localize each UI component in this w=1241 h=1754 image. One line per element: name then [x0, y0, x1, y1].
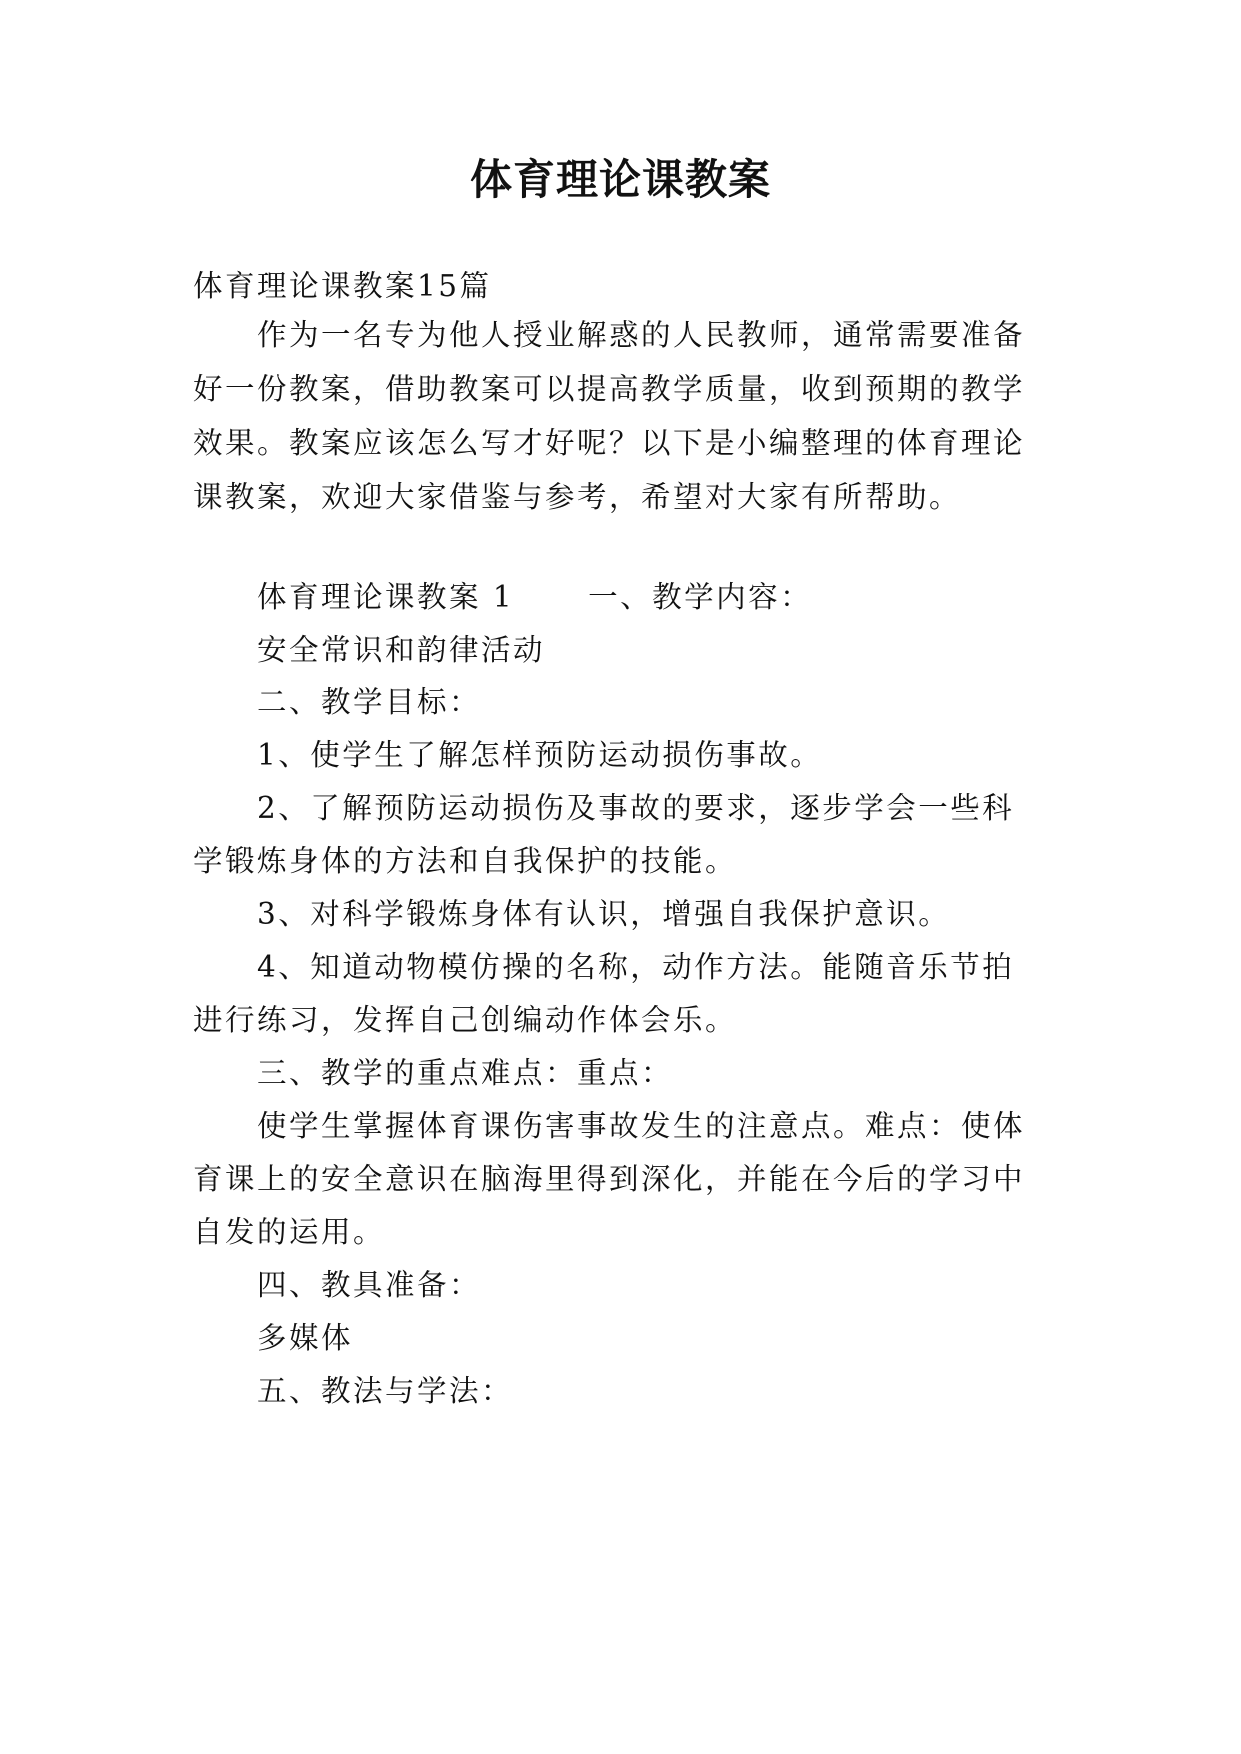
- goal-item-4-line-2: 进行练习，发挥自己创编动作体会乐。: [193, 1003, 738, 1037]
- goal-item-1: 1、使学生了解怎样预防运动损伤事故。: [257, 738, 823, 772]
- key-points-line-3: 自发的运用。: [193, 1215, 386, 1249]
- goal-item-3: 3、对科学锻炼身体有认识，增强自我保护意识。: [257, 897, 951, 931]
- key-points-line-2: 育课上的安全意识在脑海里得到深化，并能在今后的学习中: [193, 1162, 1026, 1196]
- teaching-goal-heading: 二、教学目标：: [257, 685, 482, 719]
- key-points-line-1: 使学生掌握体育课伤害事故发生的注意点。难点：使体: [257, 1109, 1026, 1143]
- teaching-tools-heading: 四、教具准备：: [257, 1268, 482, 1302]
- goal-item-2-line-1: 2、了解预防运动损伤及事故的要求，逐步学会一些科: [257, 791, 1015, 825]
- teaching-tools-text: 多媒体: [257, 1321, 354, 1355]
- section-1-heading: 体育理论课教案 1: [257, 580, 515, 614]
- intro-line-1: 作为一名专为他人授业解惑的人民教师，通常需要准备: [257, 318, 1026, 352]
- intro-line-3: 效果。教案应该怎么写才好呢？以下是小编整理的体育理论: [193, 426, 1026, 460]
- section-1-row: [257, 577, 812, 617]
- document-title: 体育理论课教案: [469, 155, 771, 204]
- teaching-content-text: 安全常识和韵律活动: [257, 633, 546, 667]
- teaching-method-heading: 五、教法与学法：: [257, 1374, 514, 1408]
- goal-item-2-line-2: 学锻炼身体的方法和自我保护的技能。: [193, 844, 738, 878]
- goal-item-4-line-1: 4、知道动物模仿操的名称，动作方法。能随音乐节拍: [257, 950, 1015, 984]
- intro-line-4: 课教案，欢迎大家借鉴与参考，希望对大家有所帮助。: [193, 480, 962, 514]
- intro-line-2: 好一份教案，借助教案可以提高教学质量，收到预期的教学: [193, 372, 1026, 406]
- key-points-heading: 三、教学的重点难点：重点：: [257, 1056, 674, 1090]
- document-subtitle: 体育理论课教案15篇: [193, 269, 492, 303]
- teaching-content-heading: 一、教学内容：: [588, 580, 813, 614]
